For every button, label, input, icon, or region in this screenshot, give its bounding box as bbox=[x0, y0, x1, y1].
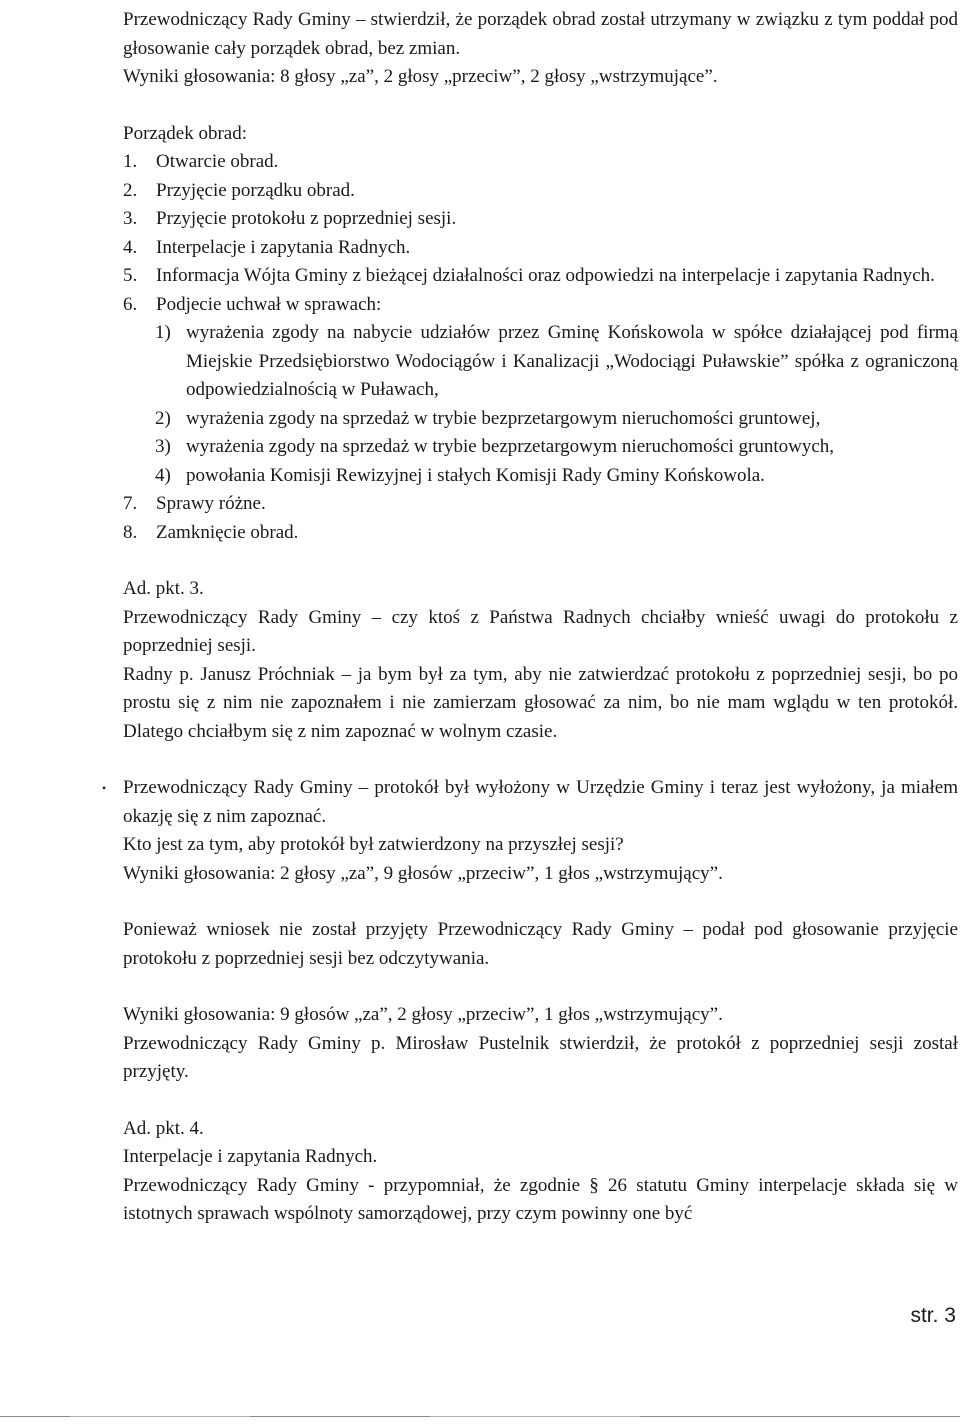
agenda-item: 6. Podjecie uchwał w sprawach: bbox=[123, 293, 382, 315]
section-heading-pkt3: Ad. pkt. 3. bbox=[123, 578, 204, 599]
agenda-title: Porządek obrad: bbox=[123, 122, 247, 144]
opening-paragraph: Przewodniczący Rady Gminy – stwierdził, że porządek obrad został utrzymany w związku z tym poddał pod głosowanie cały porządek obrad, bez zmian. bbox=[123, 9, 958, 59]
scan-edge-line bbox=[0, 1416, 960, 1417]
agenda-item: 5. Informacja Wójta Gminy z bieżącej działalności oraz odpowiedzi na interpelacje i zapytania Radnych. bbox=[123, 265, 935, 286]
agenda-subitem: 3) wyrażenia zgody na sprzedaż w trybie bezprzetargowym nieruchomości gruntowych, bbox=[155, 436, 835, 457]
agenda-item: 1. Otwarcie obrad. bbox=[123, 151, 279, 172]
councillor-statement: Radny p. Janusz Próchniak – ja bym był za tym, aby nie zatwierdzać protokołu z poprzedniej sesji, bo po prostu się z nim nie zapoznałem i nie zamierzam głosować za nim, bo nie mam wglądu w ten protokół. Dlatego chciałbym się z nim zapoznać w wolnym czasie. bbox=[123, 663, 958, 742]
motion-paragraph: Ponieważ wniosek nie został przyjęty Przewodniczący Rady Gminy – podał pod głosowanie przyjęcie protokołu z poprzedniej sesji bez odczytywania. bbox=[123, 919, 958, 969]
chairman-reply: • Przewodniczący Rady Gminy – protokół był wyłożony w Urzędzie Gminy i teraz jest wyłożony, ja miałem okazję się z nim zapoznać. bbox=[123, 774, 958, 831]
chairman-question: Przewodniczący Rady Gminy – czy ktoś z Państwa Radnych chciałby wnieść uwagi do protokołu z poprzedniej sesji. bbox=[123, 606, 958, 656]
section-heading-pkt4: Ad. pkt. 4. bbox=[123, 1117, 204, 1139]
agenda-item: 4. Interpelacje i zapytania Radnych. bbox=[123, 236, 411, 258]
agenda-item: 8. Zamknięcie obrad. bbox=[123, 521, 299, 543]
agenda-subitem: 1) wyrażenia zgody na nabycie udziałów przez Gminę Końskowola w spółce działającej pod firmą Miejskie Przedsiębiorstwo Wodociągów i Kanalizacji „Wodociągi Puławskie” spółka z ograniczoną odpowiedzialnością w Puławach, bbox=[155, 322, 958, 400]
document-page bbox=[102, 6, 958, 1229]
protocol-accepted: Przewodniczący Rady Gminy p. Mirosław Pustelnik stwierdził, że protokół z poprzedniej sesji został przyjęty. bbox=[123, 1032, 958, 1082]
agenda-item: 7. Sprawy różne. bbox=[123, 493, 266, 514]
section-subtitle: Interpelacje i zapytania Radnych. bbox=[123, 1146, 378, 1167]
agenda-item: 3. Przyjęcie protokołu z poprzedniej sesji. bbox=[123, 208, 457, 229]
page-number: str. 3 bbox=[910, 1304, 956, 1327]
agenda-subitem: 4) powołania Komisji Rewizyjnej i stałych Komisji Rady Gminy Końskowola. bbox=[155, 464, 765, 486]
margin-dot: • bbox=[102, 781, 107, 795]
agenda-item: 2. Przyjęcie porządku obrad. bbox=[123, 179, 355, 201]
agenda-subitem: 2) wyrażenia zgody na sprzedaż w trybie bezprzetargowym nieruchomości gruntowej, bbox=[155, 407, 821, 429]
agenda-list bbox=[123, 148, 958, 547]
opening-vote-result: Wyniki głosowania: 8 głosy „za”, 2 głosy „przeciw”, 2 głosy „wstrzymujące”. bbox=[123, 66, 718, 87]
chairman-reminder: Przewodniczący Rady Gminy - przypomniał, że zgodnie § 26 statutu Gminy interpelacje składa się w istotnych sprawach wspólnoty samorządowej, przy czym powinny one być bbox=[123, 1174, 958, 1224]
vote-question: Kto jest za tym, aby protokół był zatwierdzony na przyszłej sesji? bbox=[123, 834, 624, 855]
vote-result: Wyniki głosowania: 9 głosów „za”, 2 głosy „przeciw”, 1 głos „wstrzymujący”. bbox=[123, 1004, 723, 1025]
vote-result: Wyniki głosowania: 2 głosy „za”, 9 głosów „przeciw”, 1 głos „wstrzymujący”. bbox=[123, 862, 723, 884]
